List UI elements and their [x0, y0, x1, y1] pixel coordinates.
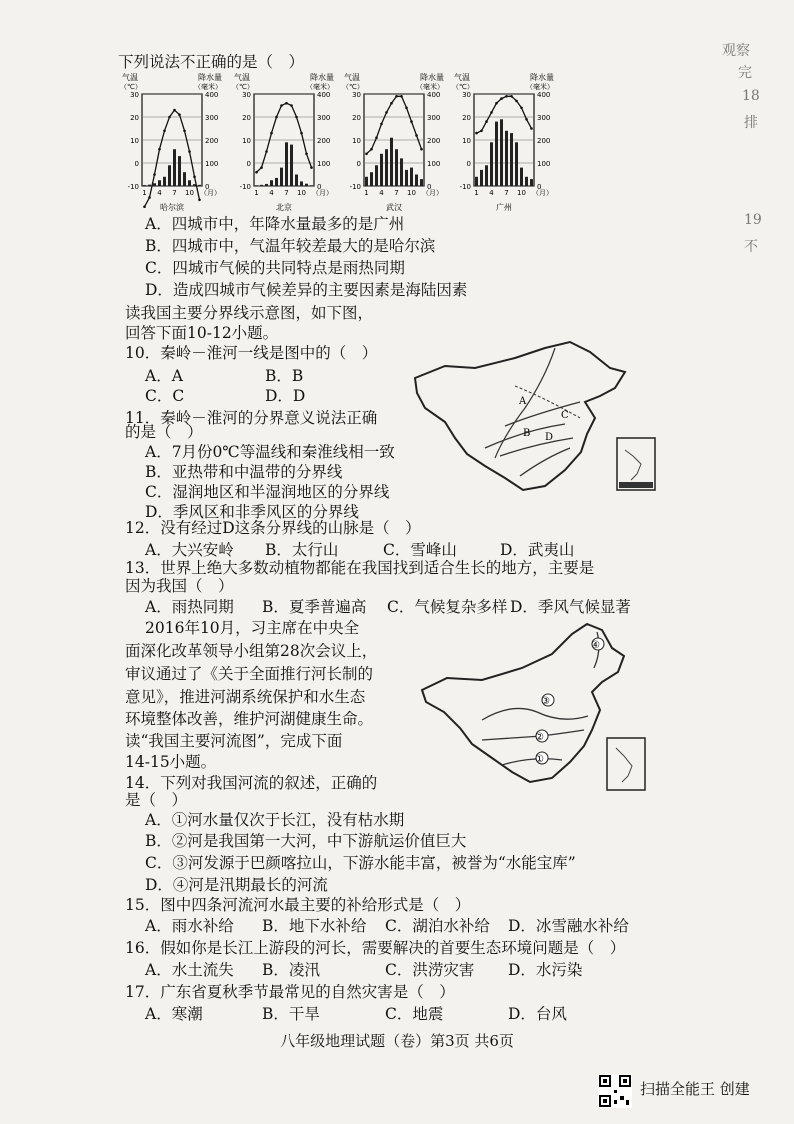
temp-point	[495, 102, 498, 105]
temp-point	[490, 111, 493, 114]
precip-bar	[158, 180, 161, 186]
temp-tick: -10	[239, 183, 251, 191]
precip-bar	[490, 142, 493, 186]
temp-tick: 30	[130, 91, 139, 99]
precip-bar	[390, 138, 393, 186]
temp-unit-label: （℃）	[342, 83, 364, 91]
precip-tick: 0	[317, 183, 322, 191]
month-tick: 7	[504, 189, 509, 197]
temp-point	[390, 102, 393, 105]
q9-option-c: C．四城市气候的共同特点是雨热同期	[145, 259, 405, 277]
temp-point	[193, 176, 196, 179]
q16-option-a: A．水土流失	[145, 961, 234, 979]
precip-tick: 300	[427, 114, 441, 122]
map2-label-4: ④	[591, 640, 600, 651]
precip-bar	[255, 185, 258, 186]
precip-tick: 200	[427, 137, 441, 145]
q15-option-b: B．地下水补给	[262, 917, 367, 935]
month-tick: 1	[474, 189, 479, 197]
precip-bar	[300, 181, 303, 186]
precip-bar	[173, 149, 176, 186]
precip-bar	[420, 179, 423, 186]
intro1-line1: 读我国主要分界线示意图，如下图，	[125, 304, 374, 322]
temp-point	[485, 120, 488, 123]
precip-bar	[188, 180, 191, 186]
temp-point	[515, 100, 518, 103]
q10-option-a: A．A	[145, 367, 183, 385]
intro1-line2: 回答下面10-12小题。	[125, 324, 279, 342]
temp-point	[255, 171, 258, 174]
q13-stem-2: 因为我国（ ）	[125, 577, 234, 595]
temp-tick: 10	[242, 137, 251, 145]
climate-chart-1	[120, 72, 230, 212]
temp-tick: 0	[466, 160, 471, 168]
precip-axis-label: 降水量	[198, 73, 222, 82]
precip-bar	[290, 145, 293, 186]
precip-tick: 0	[537, 183, 542, 191]
temp-tick: 20	[242, 114, 251, 122]
intro2-line5: 环境整体改善，维护河湖健康生命。	[125, 710, 374, 728]
precip-unit-label: （毫米）	[306, 83, 334, 91]
temp-point	[290, 104, 293, 107]
precip-bar	[500, 119, 503, 186]
temp-tick: 10	[130, 137, 139, 145]
precip-bar	[163, 177, 166, 186]
temp-point	[183, 130, 186, 133]
precip-bar	[305, 184, 308, 186]
precip-bar	[365, 177, 368, 186]
precip-bar	[153, 183, 156, 186]
precip-unit-label: （毫米）	[194, 83, 222, 91]
temp-point	[153, 173, 156, 176]
q10-stem: 10．秦岭－淮河一线是图中的（ ）	[125, 344, 378, 362]
temp-tick: 20	[462, 114, 471, 122]
q13-stem-1: 13．世界上绝大多数动植物都能在我国找到适合生长的地方，主要是	[125, 559, 595, 577]
q14-option-a: A．①河水量仅次于长江，没有枯水期	[145, 811, 405, 829]
month-axis-label: （月）	[532, 189, 553, 197]
q14-option-d: D．④河是汛期最长的河流	[145, 876, 328, 894]
precip-bar	[395, 149, 398, 186]
q12-option-c: C．雪峰山	[383, 541, 457, 559]
precip-tick: 0	[205, 183, 210, 191]
boundary-map	[405, 338, 660, 496]
q16-option-b: B．凌汛	[262, 961, 320, 979]
temp-point	[163, 130, 166, 133]
q11-stem-1: 11．秦岭－淮河的分界意义说法正确	[125, 409, 378, 427]
temp-point	[405, 107, 408, 110]
q11-option-a: A．7月份0℃等温线和秦淮线相一致	[145, 443, 395, 461]
precip-bar	[475, 177, 478, 186]
temp-point	[530, 127, 533, 130]
qr-code-icon	[598, 1074, 632, 1108]
temp-axis-label: 气温	[122, 73, 138, 82]
temp-tick: -10	[127, 183, 139, 191]
q11-option-b: B．亚热带和中温带的分界线	[145, 463, 343, 481]
month-tick: 10	[407, 189, 416, 197]
temp-tick: -10	[349, 183, 361, 191]
temp-point	[480, 130, 483, 133]
q10-option-d: D．D	[265, 387, 306, 405]
q13-option-a: A．雨热同期	[145, 598, 234, 616]
temp-point	[395, 95, 398, 98]
q17-option-d: D．台风	[508, 1005, 567, 1023]
temp-tick: 20	[352, 114, 361, 122]
map1-label-b: B	[523, 428, 531, 439]
q15-stem: 15．图中四条河流河水最主要的补给形式是（ ）	[125, 896, 471, 914]
precip-bar	[270, 180, 273, 186]
q14-stem-2: 是（ ）	[125, 791, 188, 809]
temp-point	[525, 118, 528, 121]
temp-point	[148, 196, 151, 199]
temp-point	[280, 104, 283, 107]
temp-point	[415, 134, 418, 137]
month-tick: 1	[142, 189, 147, 197]
river-map	[412, 620, 662, 795]
temp-tick: 0	[356, 160, 361, 168]
precip-bar	[405, 170, 408, 186]
climate-chart-4	[452, 72, 562, 212]
precip-bar	[400, 158, 403, 186]
scanner-watermark: 扫描全能王 创建	[640, 1080, 750, 1098]
precip-axis-label: 降水量	[310, 73, 334, 82]
month-tick: 1	[254, 189, 259, 197]
temp-tick: 0	[134, 160, 139, 168]
temp-line	[257, 103, 312, 172]
q11-stem-2: 的是（ ）	[125, 423, 203, 441]
temp-axis-label: 气温	[344, 73, 360, 82]
q10-option-c: C．C	[145, 387, 185, 405]
temp-axis-label: 气温	[454, 73, 470, 82]
precip-bar	[480, 170, 483, 186]
temp-unit-label: （℃）	[120, 83, 142, 91]
map1-label-a: A	[519, 396, 527, 407]
precip-axis-label: 降水量	[530, 73, 554, 82]
month-tick: 4	[269, 189, 274, 197]
temp-point	[310, 166, 313, 169]
precip-tick: 400	[537, 91, 551, 99]
intro2-line7: 14-15小题。	[125, 753, 217, 771]
q14-option-c: C．③河发源于巴颜喀拉山，下游水能丰富，被誉为“水能宝库”	[145, 854, 576, 872]
temp-tick: 30	[352, 91, 361, 99]
temp-point	[380, 123, 383, 126]
temp-tick: 10	[462, 137, 471, 145]
q11-option-d: D．季风区和非季风区的分界线	[145, 503, 359, 521]
precip-bar	[385, 149, 388, 186]
precip-tick: 300	[317, 114, 331, 122]
month-tick: 7	[172, 189, 177, 197]
temp-point	[400, 95, 403, 98]
temp-unit-label: （℃）	[452, 83, 474, 91]
temp-point	[410, 120, 413, 123]
precip-bar	[375, 165, 378, 186]
precip-bar	[525, 177, 528, 186]
temp-point	[168, 116, 171, 119]
month-tick: 4	[379, 189, 384, 197]
month-tick: 7	[394, 189, 399, 197]
temp-point	[178, 113, 181, 116]
q12-stem: 12．没有经过D这条分界线的山脉是（ ）	[125, 519, 421, 537]
precip-bar	[285, 142, 288, 186]
month-tick: 4	[157, 189, 162, 197]
temp-line	[477, 96, 532, 133]
precip-tick: 100	[537, 160, 551, 168]
precip-tick: 200	[537, 137, 551, 145]
month-axis-label: （月）	[312, 189, 333, 197]
precip-tick: 100	[205, 160, 219, 168]
precip-bar	[178, 156, 181, 186]
precip-tick: 200	[317, 137, 331, 145]
q12-option-b: B．太行山	[265, 541, 339, 559]
precip-axis-label: 降水量	[420, 73, 444, 82]
temp-point	[520, 107, 523, 110]
month-tick: 10	[517, 189, 526, 197]
q17-option-a: A．寒潮	[145, 1005, 203, 1023]
q16-stem: 16．假如你是长江上游段的河长，需要解决的首要生态环境问题是（ ）	[125, 939, 626, 957]
q9-stem: 下列说法不正确的是（ ）	[118, 53, 305, 71]
precip-unit-label: （毫米）	[416, 83, 444, 91]
precip-tick: 400	[317, 91, 331, 99]
precip-unit-label: （毫米）	[526, 83, 554, 91]
intro2-line6: 读“我国主要河流图”，完成下面	[125, 732, 343, 750]
month-tick: 1	[364, 189, 369, 197]
q9-option-b: B．四城市中，气温年较差最大的是哈尔滨	[145, 237, 436, 255]
precip-bar	[515, 142, 518, 186]
precip-bar	[168, 165, 171, 186]
q13-option-b: B．夏季普遍高	[262, 598, 367, 616]
q14-option-b: B．②河是我国第一大河，中下游航运价值巨大	[145, 832, 467, 850]
q12-option-d: D．武夷山	[500, 541, 575, 559]
temp-point	[158, 148, 161, 151]
precip-bar	[310, 185, 313, 186]
precip-bar	[520, 168, 523, 186]
temp-point	[420, 148, 423, 151]
temp-point	[300, 132, 303, 135]
map1-label-d: D	[545, 432, 554, 443]
temp-tick: -10	[459, 183, 471, 191]
month-tick: 7	[284, 189, 289, 197]
q17-option-c: C．地震	[385, 1005, 444, 1023]
temp-point	[475, 132, 478, 135]
temp-point	[265, 150, 268, 153]
precip-tick: 300	[205, 114, 219, 122]
page-footer: 八年级地理试题（卷）第3页 共6页	[280, 1032, 514, 1050]
temp-tick: 20	[130, 114, 139, 122]
q17-option-b: B．干旱	[262, 1005, 320, 1023]
intro2-line2: 面深化改革领导小组第28次会议上，	[125, 642, 378, 660]
temp-tick: 10	[352, 137, 361, 145]
precip-bar	[530, 179, 533, 186]
city-name: 哈尔滨	[160, 203, 184, 212]
q13-option-d: D．季风气候显著	[510, 598, 631, 616]
q17-stem: 17．广东省夏秋季节最常见的自然灾害是（ ）	[125, 983, 455, 1001]
map2-label-2: ②	[535, 732, 544, 743]
q11-option-c: C．湿润地区和半湿润地区的分界线	[145, 483, 390, 501]
city-name: 武汉	[386, 203, 402, 212]
precip-bar	[505, 131, 508, 186]
precip-bar	[510, 133, 513, 186]
q14-stem-1: 14．下列对我国河流的叙述，正确的	[125, 774, 378, 792]
q13-option-c: C．气候复杂多样	[387, 598, 508, 616]
precip-bar	[198, 185, 201, 186]
q10-option-b: B．B	[265, 367, 304, 385]
precip-tick: 400	[205, 91, 219, 99]
temp-point	[270, 132, 273, 135]
precip-bar	[495, 122, 498, 186]
temp-point	[188, 150, 191, 153]
precip-tick: 100	[427, 160, 441, 168]
month-tick: 4	[489, 189, 494, 197]
precip-bar	[485, 165, 488, 186]
temp-point	[500, 97, 503, 100]
q15-option-c: C．湖泊水补给	[385, 917, 490, 935]
temp-point	[198, 199, 201, 202]
map2-label-1: ①	[535, 754, 544, 765]
precip-bar	[148, 185, 151, 186]
city-name: 北京	[276, 203, 292, 212]
temp-point	[260, 166, 263, 169]
temp-tick: 0	[246, 160, 251, 168]
month-tick: 10	[185, 189, 194, 197]
precip-bar	[370, 172, 373, 186]
temp-axis-label: 气温	[234, 73, 250, 82]
q15-option-a: A．雨水补给	[145, 917, 234, 935]
intro2-line3: 审议通过了《关于全面推行河长制的	[125, 665, 374, 683]
precip-bar	[143, 185, 146, 186]
temp-point	[143, 205, 146, 208]
climate-chart-2	[232, 72, 342, 212]
precip-tick: 100	[317, 160, 331, 168]
month-axis-label: （月）	[200, 189, 221, 197]
temp-tick: 30	[242, 91, 251, 99]
climate-chart-3	[342, 72, 452, 212]
map1-label-c: C	[561, 410, 569, 421]
temp-point	[510, 95, 513, 98]
month-axis-label: （月）	[422, 189, 443, 197]
precip-bar	[260, 185, 263, 186]
temp-point	[370, 148, 373, 151]
q9-option-a: A．四城市中，年降水量最多的是广州	[145, 215, 405, 233]
temp-point	[505, 95, 508, 98]
month-tick: 10	[297, 189, 306, 197]
temp-point	[173, 109, 176, 112]
precip-bar	[265, 184, 268, 186]
temp-unit-label: （℃）	[232, 83, 254, 91]
q16-option-c: C．洪涝灾害	[385, 961, 475, 979]
temp-point	[295, 116, 298, 119]
q12-option-a: A．大兴安岭	[145, 541, 234, 559]
temp-point	[275, 116, 278, 119]
precip-bar	[415, 175, 418, 187]
precip-bar	[410, 168, 413, 186]
intro2-line1: 2016年10月，习主席在中央全	[145, 619, 360, 637]
intro2-line4: 意见》，推进河湖系统保护和水生态	[125, 688, 366, 706]
temp-point	[375, 136, 378, 139]
precip-bar	[280, 168, 283, 186]
temp-point	[365, 153, 368, 156]
q16-option-d: D．水污染	[508, 961, 583, 979]
q9-option-d: D．造成四城市气候差异的主要因素是海陆因素	[145, 281, 468, 299]
temp-line	[367, 96, 422, 154]
precip-bar	[295, 175, 298, 187]
precip-bar	[380, 154, 383, 186]
precip-tick: 200	[205, 137, 219, 145]
precip-tick: 0	[427, 183, 432, 191]
q15-option-d: D．冰雪融水补给	[508, 917, 629, 935]
precip-bar	[275, 178, 278, 186]
temp-point	[305, 153, 308, 156]
precip-bar	[183, 172, 186, 186]
precip-tick: 400	[427, 91, 441, 99]
city-name: 广州	[496, 203, 512, 212]
map2-label-3: ③	[541, 696, 550, 707]
temp-tick: 30	[462, 91, 471, 99]
temp-point	[385, 111, 388, 114]
temp-point	[285, 102, 288, 105]
precip-tick: 300	[537, 114, 551, 122]
